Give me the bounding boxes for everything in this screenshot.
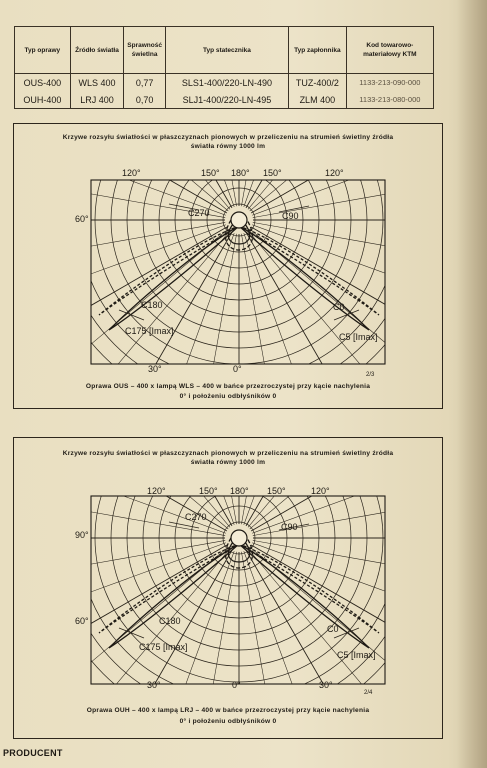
label-c0: C0 xyxy=(327,624,339,634)
tick-bottom-left: 30° xyxy=(148,364,162,374)
curve-c175 xyxy=(109,544,239,648)
cell-zaplonnik: TUZ-400/2 xyxy=(288,74,346,92)
polar-diagram-ous xyxy=(75,166,389,378)
lamp-bulb-icon xyxy=(231,212,247,228)
polar-diagram-ouh xyxy=(75,482,389,698)
cell-ktm: 1133-213-090-000 xyxy=(346,74,433,92)
grid-ray xyxy=(0,482,225,535)
diagram-title-line1: Krzywe rozsyłu światłości w płaszczyznach pionowych w przeliczeniu na strumień świetlny źródła xyxy=(62,134,394,141)
cell-typ: OUH-400 xyxy=(15,91,71,109)
label-c180: C180 xyxy=(141,300,163,310)
grid-ray xyxy=(33,231,230,465)
label-leader xyxy=(119,628,144,638)
col-header-sprawnosc: Sprawność świetlna xyxy=(124,27,166,74)
spec-table xyxy=(14,26,434,109)
tick-left-lower: 60° xyxy=(75,616,89,626)
tick-top-right: 120° xyxy=(311,486,330,496)
tick-top-left: 120° xyxy=(122,168,141,178)
table-row xyxy=(15,91,434,109)
tick-top-mid-left: 150° xyxy=(199,486,218,496)
grid-ray xyxy=(253,164,487,217)
label-c270: C270 xyxy=(188,208,210,218)
label-c175: C175 [Imax] xyxy=(139,642,188,652)
cell-zrodlo: LRJ 400 xyxy=(70,91,124,109)
tick-top-mid-left: 150° xyxy=(201,168,220,178)
tick-top-left: 120° xyxy=(147,486,166,496)
page-edge-shadow xyxy=(457,0,487,768)
tick-bottom-left: 30° xyxy=(147,680,161,690)
diagram-title-line1: Krzywe rozsyłu światłości w płaszczyznach pionowych w przeliczeniu na strumień świetlny źródła xyxy=(62,450,394,457)
cell-zaplonnik: ZLM 400 xyxy=(288,91,346,109)
grid-ray xyxy=(33,549,230,768)
label-leader xyxy=(119,310,144,320)
cell-statecznik: SLS1-400/220-LN-490 xyxy=(165,74,288,92)
footer-label: PRODUCENT xyxy=(3,748,63,758)
col-header-zrodlo: Źródło światła xyxy=(70,27,124,74)
col-header-zaplonnik: Typ zapłonnika xyxy=(288,27,346,74)
col-header-ktm: Kod towarowo-materiałowy KTM xyxy=(346,27,433,74)
figure-number: 2/4 xyxy=(364,690,373,696)
cell-typ: OUS-400 xyxy=(15,74,71,92)
grid-ray xyxy=(248,231,445,465)
label-c90: C90 xyxy=(281,522,298,532)
diagram-box-ouh xyxy=(13,437,443,739)
grid-ray xyxy=(252,543,487,648)
lamp-bulb-icon xyxy=(231,530,247,546)
diagram-caption-line2: 0° i położeniu odbłyśników 0 xyxy=(179,718,277,725)
label-c0: C0 xyxy=(333,302,345,312)
cell-sprawnosc: 0,70 xyxy=(124,91,166,109)
tick-left-upper: 60° xyxy=(75,214,89,224)
label-c90: C90 xyxy=(282,211,299,221)
grid-ray xyxy=(252,111,487,216)
label-c175: C175 [Imax] xyxy=(125,326,174,336)
diagram-caption-line2: 0° i położeniu odbłyśników 0 xyxy=(179,393,277,400)
curve-c175 xyxy=(109,226,239,330)
tick-bottom-right: 30° xyxy=(319,680,333,690)
grid-ray xyxy=(252,225,487,330)
tick-bottom-center: 0° xyxy=(233,364,242,374)
tick-bottom-center: 0° xyxy=(232,680,241,690)
grid-ray xyxy=(252,429,487,534)
diagram-title-line2: światła równy 1000 lm xyxy=(190,143,266,150)
cell-sprawnosc: 0,77 xyxy=(124,74,166,92)
label-c180: C180 xyxy=(159,616,181,626)
cell-ktm: 1133-213-080-000 xyxy=(346,91,433,109)
diagram-caption-line1: Oprawa OUS – 400 x lampą WLS – 400 w bańce przezroczystej przy kącie nachylenia xyxy=(85,383,371,390)
label-c5: C5 [Imax] xyxy=(337,650,376,660)
tick-left-upper: 90° xyxy=(75,530,89,540)
col-header-statecznik: Typ statecznika xyxy=(165,27,288,74)
tick-top-mid-right: 150° xyxy=(267,486,286,496)
diagram-title-line2: światła równy 1000 lm xyxy=(190,459,266,466)
diagram-caption-line1: Oprawa OUH – 400 x lampą LRJ – 400 w bańce przezroczystej przy kącie nachylenia xyxy=(86,707,370,714)
cell-statecznik: SLJ1-400/220-LN-495 xyxy=(165,91,288,109)
curve-c5 xyxy=(239,544,369,648)
label-c270: C270 xyxy=(185,512,207,522)
cell-zrodlo: WLS 400 xyxy=(70,74,124,92)
table-row xyxy=(15,74,434,92)
tick-top-center: 180° xyxy=(231,168,250,178)
figure-number: 2/3 xyxy=(366,372,375,378)
tick-top-center: 180° xyxy=(230,486,249,496)
label-leader xyxy=(169,522,199,528)
diagram-box-ous xyxy=(13,123,443,409)
col-header-typ: Typ oprawy xyxy=(15,27,71,74)
tick-top-mid-right: 150° xyxy=(263,168,282,178)
label-c5: C5 [Imax] xyxy=(339,332,378,342)
tick-top-right: 120° xyxy=(325,168,344,178)
spec-table-header xyxy=(15,27,434,74)
curve-c5 xyxy=(239,226,369,330)
